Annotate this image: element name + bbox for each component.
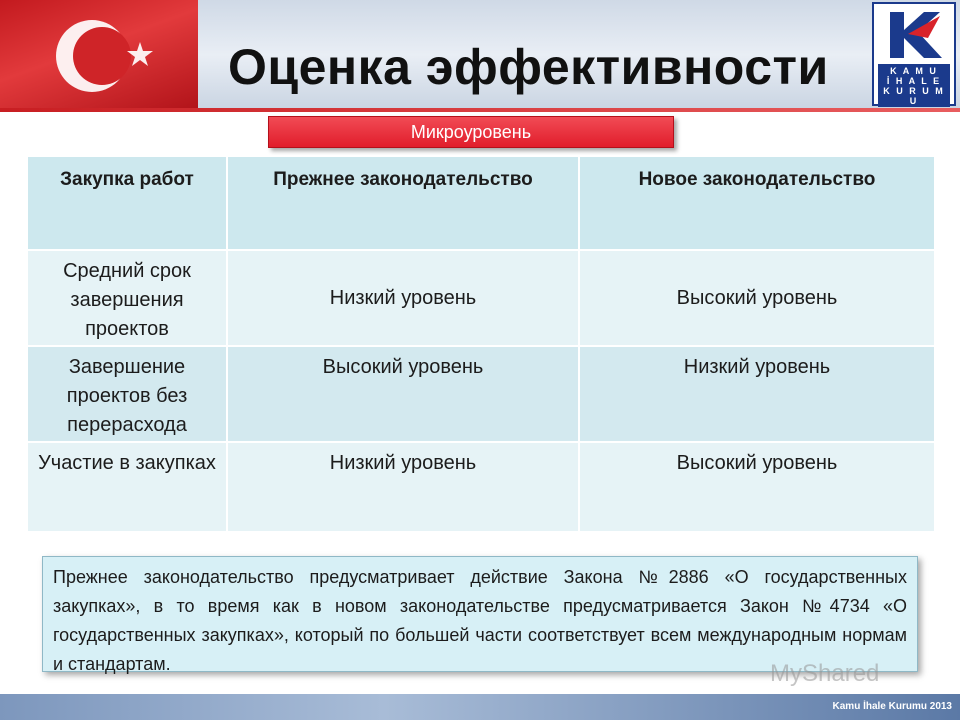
logo-year: 2002 [932,95,948,102]
slide-header [0,0,960,110]
table-cell: Высокий уровень [579,442,935,532]
table-row [27,442,935,532]
footer-credit: Kamu İhale Kurumu 2013 [832,701,952,712]
table-cell: Низкий уровень [579,346,935,442]
table-row [27,250,935,346]
microlevel-label: Микроуровень [268,116,674,148]
row-label: Средний срок завершения проектов [27,250,227,346]
table-cell: Низкий уровень [227,442,579,532]
legislation-note: Прежнее законодательство предусматривает действие Закона №2886 «О государственных закупках», в то время как в новом законодательстве предусматривается Закон №4734 «О государственных закупках», который по большей части соответствует всем международным нормам и стандартам. [42,556,918,672]
table-header-row [27,156,935,250]
logo-line-3: K U R U M U [883,86,945,106]
crescent-star-icon [0,0,198,108]
turkish-flag-image [0,0,198,108]
logo-line-2: İ H A L E [886,76,942,86]
table-cell: Высокий уровень [579,250,935,346]
kik-logo [872,2,956,106]
logo-line-1: K A M U [890,66,938,76]
k-logo-icon [882,8,946,62]
page-title: Оценка эффективности [228,39,829,95]
comparison-table [26,155,936,533]
table-row [27,346,935,442]
header-divider [0,108,960,112]
column-header: Закупка работ [27,156,227,250]
watermark: MyShared [770,660,880,687]
slide-footer [0,694,960,720]
table-cell: Высокий уровень [227,346,579,442]
column-header: Новое законодательство [579,156,935,250]
row-label: Завершение проектов без перерасхода [27,346,227,442]
table-cell: Низкий уровень [227,250,579,346]
row-label: Участие в закупках [27,442,227,532]
column-header: Прежнее законодательство [227,156,579,250]
